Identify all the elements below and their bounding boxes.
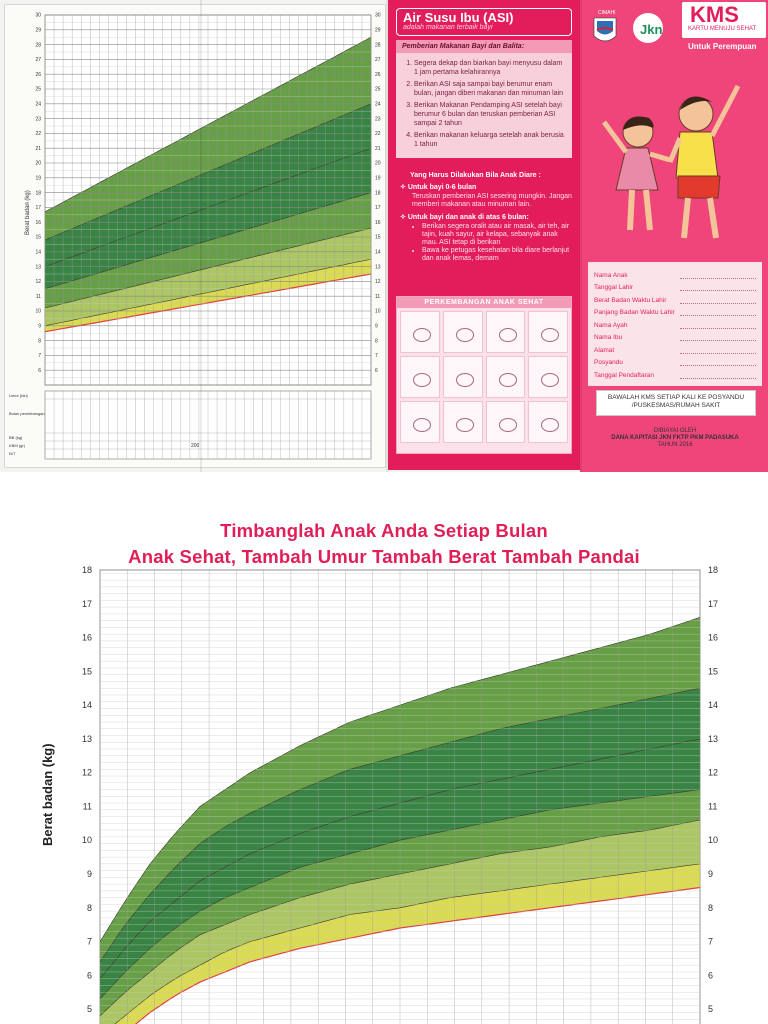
development-illustration xyxy=(400,356,440,398)
identity-blank xyxy=(680,371,756,379)
identity-blank xyxy=(680,333,756,341)
kms-card-photo xyxy=(0,0,768,472)
asi-title: Air Susu Ibu (ASI) xyxy=(403,10,514,25)
baby-illustration-icon xyxy=(456,418,474,432)
development-illustration xyxy=(486,401,526,443)
development-illustration xyxy=(443,311,483,353)
y-tick-label-right: 5 xyxy=(708,1004,714,1015)
feeding-box xyxy=(396,40,572,158)
baby-illustration-icon xyxy=(456,328,474,342)
record-table-label: Bulan penimbangan xyxy=(9,411,45,416)
small-growth-chart-panel xyxy=(4,4,386,468)
y-tick-label-left: 23 xyxy=(35,116,41,123)
for-girls-label: Untuk Perempuan xyxy=(688,42,757,51)
y-tick-label-right: 16 xyxy=(708,632,719,643)
identity-row[interactable] xyxy=(594,304,756,317)
record-table-label: KBM (gr) xyxy=(9,443,25,448)
feeding-item: 3. Berikan Makanan Pendamping ASI setelah bayi berumur 6 bulan dan teruskan pemberian ASI sampai 2 tahun xyxy=(414,101,564,128)
boy-shorts-icon xyxy=(678,176,720,198)
identity-form xyxy=(588,262,762,386)
identity-label: Nama Anak xyxy=(594,271,628,279)
y-tick-label-left: 28 xyxy=(35,42,41,49)
development-grid xyxy=(397,308,571,446)
y-tick-label-right: 21 xyxy=(375,145,381,152)
baby-illustration-icon xyxy=(456,373,474,387)
y-tick-label-left: 22 xyxy=(35,131,41,138)
y-tick-label-left: 6 xyxy=(38,367,41,374)
baby-illustration-icon xyxy=(541,418,559,432)
identity-label: Tanggal Lahir xyxy=(594,284,634,291)
feeding-item: 4. Berikan makanan keluarga setelah anak berusia 1 tahun xyxy=(414,131,564,149)
y-tick-label-left: 12 xyxy=(81,767,92,778)
identity-label: Nama Ibu xyxy=(594,334,623,341)
y-tick-label-right: 19 xyxy=(375,175,381,182)
y-tick-label-left: 8 xyxy=(38,338,41,345)
big-chart-ylabel: Berat badan (kg) xyxy=(40,743,55,846)
development-illustration xyxy=(443,356,483,398)
y-tick-label-left: 8 xyxy=(86,902,92,913)
development-illustration xyxy=(443,401,483,443)
y-tick-label-left: 12 xyxy=(35,279,41,286)
y-tick-label-right: 25 xyxy=(375,86,381,93)
y-tick-label-left: 17 xyxy=(81,598,92,609)
asi-subtitle: adalah makanan terbaik bayi xyxy=(403,24,493,31)
y-tick-label-left: 15 xyxy=(81,666,92,677)
y-tick-label-left: 27 xyxy=(35,57,41,64)
y-tick-label-left: 26 xyxy=(35,71,41,78)
diarrhea-text-infant: Teruskan pemberian ASI sesering mungkin. Jangan memberi makanan atau minuman lain. xyxy=(412,193,572,208)
development-illustration xyxy=(528,401,568,443)
development-title: PERKEMBANGAN ANAK SEHAT xyxy=(397,297,571,308)
identity-row[interactable] xyxy=(594,316,756,329)
diarrhea-subtitle-infant: ✧ Untuk bayi 0-6 bulan xyxy=(400,184,477,191)
identity-blank xyxy=(680,308,756,316)
y-tick-label-left: 25 xyxy=(35,86,41,93)
record-table-label: N/T xyxy=(9,451,16,456)
y-tick-label-left: 24 xyxy=(35,101,41,108)
y-tick-label-left: 16 xyxy=(81,632,92,643)
chart-heading-line1: Timbanglah Anak Anda Setiap Bulan xyxy=(220,520,548,541)
feeding-list xyxy=(396,53,572,158)
chart-heading-line2: Anak Sehat, Tambah Umur Tambah Berat Tambah Pandai xyxy=(128,546,640,567)
y-tick-label-left: 17 xyxy=(35,205,41,212)
y-tick-label-left: 16 xyxy=(35,219,41,226)
baby-illustration-icon xyxy=(541,373,559,387)
y-tick-label-right: 14 xyxy=(375,249,381,256)
y-tick-label-left: 10 xyxy=(35,308,41,315)
y-tick-label-left: 30 xyxy=(35,12,41,19)
cimahi-label: CIMAHI xyxy=(598,10,616,16)
diarrhea-subtitle-child: ✧ Untuk bayi dan anak di atas 6 bulan: xyxy=(400,214,529,221)
identity-blank xyxy=(680,358,756,366)
identity-label: Nama Ayah xyxy=(594,321,628,329)
baby-illustration-icon xyxy=(499,373,517,387)
y-tick-label-right: 10 xyxy=(708,835,719,846)
y-tick-label-right: 22 xyxy=(375,131,381,138)
y-tick-label-right: 14 xyxy=(708,700,719,711)
identity-row[interactable] xyxy=(594,279,756,292)
funding-line: DIBIAYAI OLEH xyxy=(653,428,697,434)
boy-legs-icon xyxy=(684,198,716,238)
y-tick-label-left: 10 xyxy=(81,835,92,846)
diarrhea-subtitle-infant-text: Untuk bayi 0-6 bulan xyxy=(407,184,477,191)
reminder-box: BAWALAH KMS SETIAP KALI KE POSYANDU /PUSKESMAS/RUMAH SAKIT xyxy=(596,390,756,416)
y-tick-label-left: 15 xyxy=(35,234,41,241)
girl-legs-icon xyxy=(630,190,650,230)
y-tick-label-right: 16 xyxy=(375,219,381,226)
identity-row[interactable] xyxy=(594,341,756,354)
y-tick-label-left: 18 xyxy=(81,565,92,575)
development-illustration xyxy=(528,356,568,398)
development-section xyxy=(396,296,572,454)
diarrhea-subtitle-child-text: Untuk bayi dan anak di atas 6 bulan: xyxy=(407,214,529,221)
y-tick-label-left: 29 xyxy=(35,27,41,34)
asi-panel xyxy=(388,0,580,470)
y-tick-label-right: 13 xyxy=(375,264,381,271)
identity-label: Panjang Badan Waktu Lahir xyxy=(594,309,675,316)
feeding-item: 2. Berikan ASI saja sampai bayi berumur enam bulan, jangan diberi makanan dan minuman lain xyxy=(414,80,564,98)
y-tick-label-left: 11 xyxy=(82,801,92,812)
y-tick-label-left: 14 xyxy=(35,249,41,256)
identity-blank xyxy=(680,346,756,354)
baby-illustration-icon xyxy=(413,373,431,387)
feeding-box-title: Pemberian Makanan Bayi dan Balita: xyxy=(396,40,572,53)
y-tick-label-left: 11 xyxy=(35,293,41,300)
y-tick-label-left: 13 xyxy=(81,733,92,744)
identity-row[interactable] xyxy=(594,329,756,342)
identity-label: Posyandu xyxy=(594,359,623,366)
y-tick-label-right: 8 xyxy=(708,902,714,913)
y-tick-label-right: 17 xyxy=(708,598,719,609)
y-tick-label-left: 13 xyxy=(35,264,41,271)
y-tick-label-left: 21 xyxy=(35,145,41,152)
y-tick-label-right: 26 xyxy=(375,71,381,78)
baby-illustration-icon xyxy=(541,328,559,342)
identity-label: Tanggal Pendaftaran xyxy=(594,371,654,379)
y-tick-label-left: 9 xyxy=(38,323,41,330)
diarrhea-list xyxy=(396,223,572,263)
y-tick-label-left: 20 xyxy=(35,160,41,167)
development-illustration xyxy=(400,311,440,353)
y-tick-label-right: 18 xyxy=(375,190,381,197)
y-tick-label-right: 12 xyxy=(375,279,381,286)
funding-note xyxy=(590,428,760,449)
baby-illustration-icon xyxy=(413,418,431,432)
y-tick-label-right: 29 xyxy=(375,27,381,34)
y-tick-label-right: 18 xyxy=(708,565,719,575)
development-illustration xyxy=(528,311,568,353)
y-tick-label-right: 17 xyxy=(375,205,381,212)
asi-header xyxy=(396,8,572,36)
identity-label: Alamat xyxy=(594,346,615,354)
fold-line xyxy=(580,0,582,472)
y-tick-label-left: 6 xyxy=(86,970,92,981)
fold-line xyxy=(200,0,202,472)
y-tick-label-right: 11 xyxy=(375,293,381,300)
y-tick-label-right: 9 xyxy=(708,869,714,879)
identity-blank xyxy=(680,283,756,291)
y-tick-label-left: 7 xyxy=(86,936,92,947)
kms-title-box xyxy=(682,2,766,38)
diarrhea-item: • Berikan segera oralit atau air masak, air teh, air tajin, kuah sayur, air kelapa, sebanyak anak mau. ASI tetap di berikan xyxy=(422,223,572,247)
development-illustration xyxy=(400,401,440,443)
y-tick-label-left: 7 xyxy=(38,353,41,360)
record-table-label: BB (kg) xyxy=(9,435,23,440)
diarrhea-section xyxy=(396,172,572,263)
y-tick-label-right: 15 xyxy=(708,666,719,677)
record-table-label: Umur (bln) xyxy=(9,393,28,398)
identity-row[interactable] xyxy=(594,291,756,304)
y-tick-label-right: 15 xyxy=(375,234,381,241)
children-illustration xyxy=(592,70,758,250)
cover-panel xyxy=(580,0,768,472)
big-growth-chart xyxy=(0,516,768,1024)
identity-label: Berat Badan Waktu Lahir xyxy=(594,296,667,304)
small-chart-ylabel: Berat badan (kg) xyxy=(25,190,31,235)
y-tick-label-right: 28 xyxy=(375,42,381,49)
identity-blank xyxy=(680,271,756,279)
development-illustration xyxy=(486,356,526,398)
y-tick-label-right: 30 xyxy=(375,12,381,19)
y-tick-label-right: 7 xyxy=(375,353,378,360)
baby-illustration-icon xyxy=(499,418,517,432)
identity-row[interactable] xyxy=(594,266,756,279)
baby-illustration-icon xyxy=(499,328,517,342)
y-tick-label-right: 24 xyxy=(375,101,381,108)
y-tick-label-left: 14 xyxy=(81,700,92,711)
feeding-item: 1. Segera dekap dan biarkan bayi menyusu dalam 1 jam pertama kelahirannya xyxy=(414,59,564,77)
y-tick-label-right: 6 xyxy=(375,367,378,374)
y-tick-label-right: 12 xyxy=(708,767,719,778)
logos-graphic xyxy=(588,6,684,56)
diarrhea-item: • Bawa ke petugas kesehatan bila diare berlanjut dan anak lemas, demam xyxy=(422,247,572,263)
y-tick-label-right: 11 xyxy=(708,801,718,812)
y-tick-label-right: 9 xyxy=(375,323,378,330)
logos xyxy=(588,6,684,56)
y-tick-label-right: 13 xyxy=(708,733,719,744)
diarrhea-title: Yang Harus Dilakukan Bila Anak Diare : xyxy=(410,172,541,179)
y-tick-label-right: 8 xyxy=(375,338,378,345)
baby-illustration-icon xyxy=(413,328,431,342)
y-tick-label-left: 5 xyxy=(86,1004,92,1015)
identity-row[interactable] xyxy=(594,354,756,367)
identity-blank xyxy=(680,321,756,329)
fold-line xyxy=(386,0,388,472)
y-tick-label-right: 27 xyxy=(375,57,381,64)
identity-blank xyxy=(680,296,756,304)
big-growth-chart-card xyxy=(0,516,768,1024)
kms-title: KMS xyxy=(690,2,739,27)
small-growth-chart xyxy=(5,5,387,469)
identity-row[interactable] xyxy=(594,366,756,379)
boy-shirt-icon xyxy=(676,132,718,178)
y-tick-label-left: 18 xyxy=(35,190,41,197)
kms-subtitle: KARTU MENUJU SEHAT xyxy=(688,26,757,32)
y-tick-label-left: 19 xyxy=(35,175,41,182)
y-tick-label-right: 10 xyxy=(375,308,381,315)
jkn-logo-text: Jkn xyxy=(640,22,663,37)
y-tick-label-right: 20 xyxy=(375,160,381,167)
funding-line: DANA KAPITASI JKN FKTP PKM PADASUKA xyxy=(611,435,739,441)
development-illustration xyxy=(486,311,526,353)
y-tick-label-left: 9 xyxy=(86,869,92,879)
funding-line: TAHUN 2016 xyxy=(657,442,693,448)
y-tick-label-right: 6 xyxy=(708,970,714,981)
y-tick-label-right: 23 xyxy=(375,116,381,123)
record-table-value: 200 xyxy=(191,443,200,449)
y-tick-label-right: 7 xyxy=(708,936,714,947)
